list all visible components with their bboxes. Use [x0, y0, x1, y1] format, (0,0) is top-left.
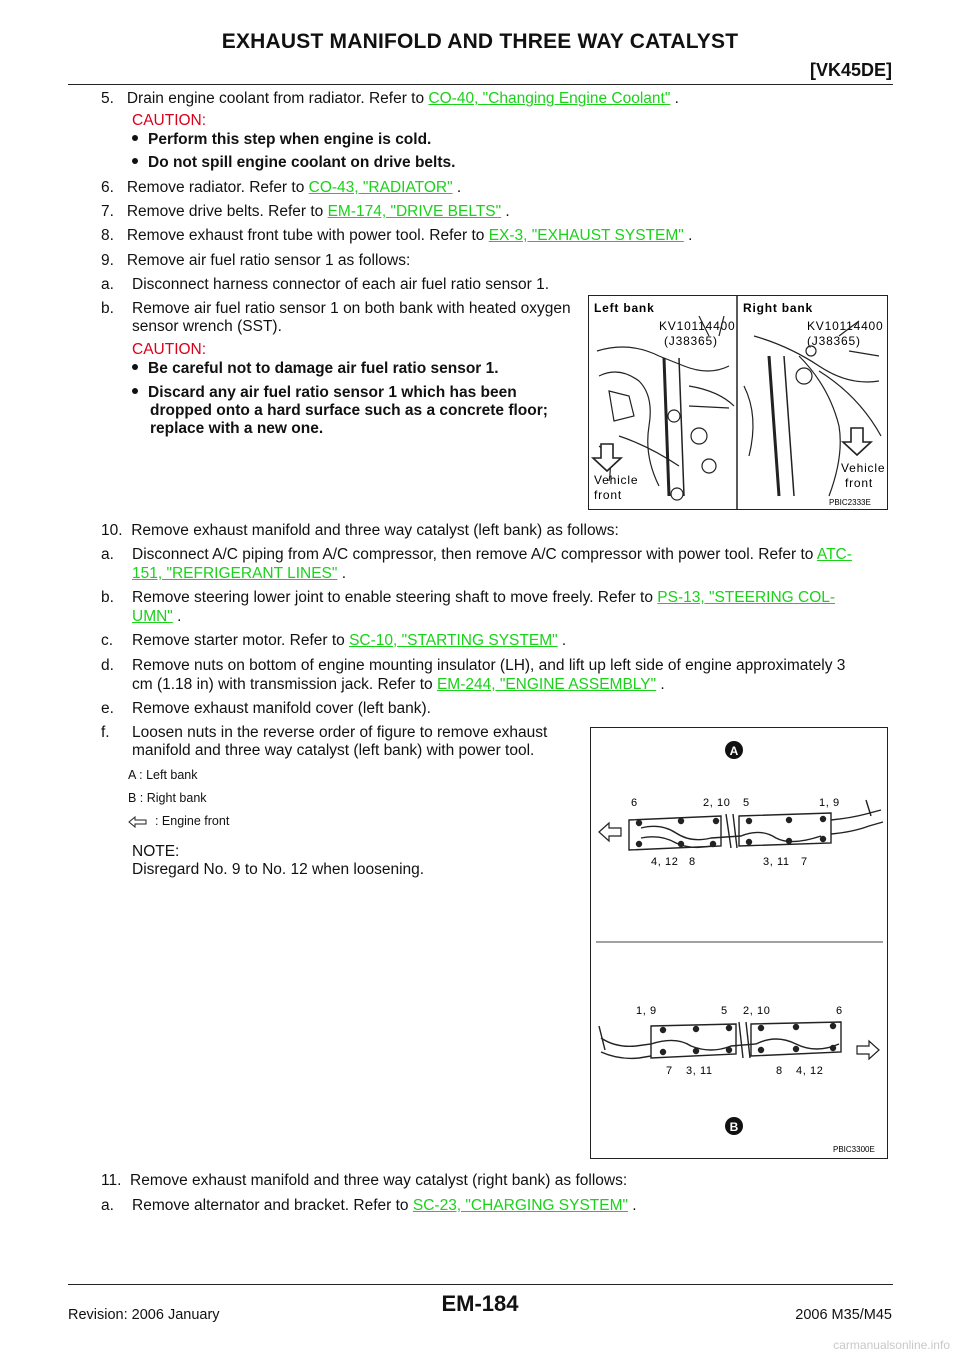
legend-a: A : Left bank	[128, 768, 198, 782]
vehicle-front-right-2: front	[845, 476, 874, 490]
step-10b-line-2: UMN" .	[132, 608, 182, 625]
step-10c-text: Remove starter motor. Refer to SC-10, "STARTING SYSTEM" .	[132, 632, 567, 649]
step-8: 8. Remove exhaust front tube with power tool. Refer to EX-3, "EXHAUST SYSTEM" .	[101, 227, 693, 244]
svg-text:6: 6	[631, 797, 638, 809]
svg-text:1, 9: 1, 9	[636, 1005, 657, 1017]
step-7: 7. Remove drive belts. Refer to EM-174, "DRIVE BELTS" .	[101, 203, 510, 220]
caution-1-bullet-2: Do not spill engine coolant on drive belts.	[132, 154, 455, 172]
vehicle-front-left-1: Vehicle	[594, 473, 639, 487]
step-11: 11. Remove exhaust manifold and three way catalyst (right bank) as follows:	[101, 1172, 628, 1189]
step-5: 5. Drain engine coolant from radiator. Refer to CO-40, "Changing Engine Coolant" .	[101, 90, 679, 107]
step-10d-line-1: Remove nuts on bottom of engine mounting insulator (LH), and lift up left side of engine approximately 3	[132, 657, 846, 674]
bullet-icon	[132, 158, 138, 164]
figure-code-2: PBIC3300E	[833, 1145, 875, 1154]
link-co-40[interactable]: CO-40, "Changing Engine Coolant"	[428, 90, 671, 107]
note-text: Disregard No. 9 to No. 12 when loosening.	[132, 861, 425, 878]
svg-text:2, 10: 2, 10	[703, 797, 731, 809]
step-10a-line-1: Disconnect A/C piping from A/C compressor, then remove A/C compressor with power tool. Refer to ATC-	[132, 546, 852, 563]
svg-text:2, 10: 2, 10	[743, 1005, 771, 1017]
model: 2006 M35/M45	[795, 1307, 892, 1323]
link-sc-23[interactable]: SC-23, "CHARGING SYSTEM"	[412, 1197, 628, 1214]
header-rule	[68, 84, 893, 85]
link-em-244[interactable]: EM-244, "ENGINE ASSEMBLY"	[436, 676, 657, 693]
link-ex-3[interactable]: EX-3, "EXHAUST SYSTEM"	[488, 227, 684, 244]
svg-text:3, 11: 3, 11	[763, 856, 790, 868]
svg-text:7: 7	[801, 856, 808, 868]
step-11a-num: a.	[101, 1197, 114, 1214]
bullet-icon	[132, 364, 138, 370]
step-9b-line-1: Remove air fuel ratio sensor 1 on both bank with heated oxygen	[132, 300, 571, 317]
step-10d-num: d.	[101, 657, 114, 674]
step-11a-text: Remove alternator and bracket. Refer to SC-23, "CHARGING SYSTEM" .	[132, 1197, 637, 1214]
figure-sensor-wrench	[588, 295, 888, 510]
vehicle-front-left-arrow-icon	[593, 444, 621, 471]
engine-front-arrow-top-icon	[599, 823, 621, 841]
vehicle-front-right-1: Vehicle	[841, 461, 886, 475]
right-bank-label: Right bank	[743, 301, 813, 315]
caution-2-bullet-1: Be careful not to damage air fuel ratio sensor 1.	[132, 360, 499, 378]
caution-2-bullet-2-line-3: replace with a new one.	[150, 420, 324, 437]
step-10f-num: f.	[101, 724, 110, 741]
svg-text:1, 9: 1, 9	[819, 797, 840, 809]
step-10f-line-1: Loosen nuts in the reverse order of figure to remove exhaust	[132, 724, 548, 741]
step-10e-text: Remove exhaust manifold cover (left bank).	[132, 700, 431, 717]
left-bank-manifold	[629, 800, 883, 850]
step-10: 10. Remove exhaust manifold and three way catalyst (left bank) as follows:	[101, 522, 619, 539]
link-co-43[interactable]: CO-43, "RADIATOR"	[308, 179, 453, 196]
tool-right-alt: (J38365)	[807, 334, 861, 348]
step-10b-num: b.	[101, 589, 114, 606]
step-10f-line-2: manifold and three way catalyst (left bank) with power tool.	[132, 742, 535, 759]
svg-text:3, 11: 3, 11	[686, 1065, 713, 1077]
legend-front: : Engine front	[128, 814, 229, 828]
link-sc-10[interactable]: SC-10, "STARTING SYSTEM"	[349, 632, 558, 649]
svg-text:8: 8	[776, 1065, 783, 1077]
step-10e-num: e.	[101, 700, 114, 717]
link-atc-151-part-1[interactable]: ATC-	[816, 546, 852, 563]
note-label: NOTE:	[132, 843, 180, 860]
bullet-icon	[132, 135, 138, 141]
svg-text:6: 6	[836, 1005, 843, 1017]
figure-code-1: PBIC2333E	[829, 498, 871, 507]
figure-loosening-order	[590, 727, 888, 1159]
caution-label-2: CAUTION:	[132, 341, 207, 358]
svg-text:7: 7	[666, 1065, 673, 1077]
link-atc-151-part-2[interactable]: 151, "REFRIGERANT LINES"	[132, 565, 338, 582]
caution-1-bullet-1: Perform this step when engine is cold.	[132, 131, 431, 149]
step-10c-num: c.	[101, 632, 114, 649]
legend-b: B : Right bank	[128, 791, 207, 805]
caution-label-1: CAUTION:	[132, 112, 207, 129]
vehicle-front-left-2: front	[594, 488, 623, 502]
tool-left-part: KV10114400	[659, 319, 736, 333]
revision: Revision: 2006 January	[68, 1307, 220, 1323]
svg-text:4, 12: 4, 12	[651, 856, 679, 868]
step-9b-line-2: sensor wrench (SST).	[132, 318, 282, 335]
link-em-174[interactable]: EM-174, "DRIVE BELTS"	[327, 203, 502, 220]
step-9a-num: a.	[101, 276, 114, 293]
caution-2-bullet-2-line-2: dropped onto a hard surface such as a concrete floor;	[150, 402, 548, 419]
step-9: 9. Remove air fuel ratio sensor 1 as follows:	[101, 252, 411, 269]
svg-text:5: 5	[721, 1005, 728, 1017]
tool-right-part: KV10114400	[807, 319, 884, 333]
sensor-wrench-illustration	[589, 296, 887, 509]
svg-text:A: A	[729, 744, 739, 758]
step-9a-text: Disconnect harness connector of each air fuel ratio sensor 1.	[132, 276, 550, 293]
tool-left-alt: (J38365)	[664, 334, 718, 348]
link-ps-13-part-1[interactable]: PS-13, "STEERING COL-	[657, 589, 836, 606]
left-bank-label: Left bank	[594, 301, 655, 315]
page-number: EM-184	[441, 1291, 519, 1316]
caution-2-bullet-2: Discard any air fuel ratio sensor 1 which has been	[132, 384, 517, 402]
step-10b-line-1: Remove steering lower joint to enable steering shaft to move freely. Refer to PS-13, "STEERING COL-	[132, 589, 836, 606]
svg-text:B: B	[729, 1120, 739, 1134]
right-bank-manifold	[599, 1022, 841, 1058]
watermark: carmanualsonline.info	[833, 1338, 950, 1352]
engine-front-arrow-icon	[128, 816, 148, 828]
step-10a-num: a.	[101, 546, 114, 563]
step-10a-line-2: 151, "REFRIGERANT LINES" .	[132, 565, 347, 582]
page-title: EXHAUST MANIFOLD AND THREE WAY CATALYST	[221, 30, 739, 53]
svg-text:8: 8	[689, 856, 696, 868]
step-9b-num: b.	[101, 300, 114, 317]
step-10d-line-2: cm (1.18 in) with transmission jack. Refer to EM-244, "ENGINE ASSEMBLY" .	[132, 676, 665, 693]
svg-text:5: 5	[743, 797, 750, 809]
engine-front-arrow-bottom-icon	[857, 1041, 879, 1059]
step-6: 6. Remove radiator. Refer to CO-43, "RADIATOR" .	[101, 179, 462, 196]
link-ps-13-part-2[interactable]: UMN"	[132, 608, 173, 625]
footer-rule	[68, 1284, 893, 1285]
vehicle-front-right-arrow-icon	[843, 428, 871, 455]
section-code: [VK45DE]	[809, 60, 892, 80]
svg-text:4, 12: 4, 12	[796, 1065, 824, 1077]
bullet-icon	[132, 388, 138, 394]
manifold-loosening-illustration	[591, 728, 887, 1158]
